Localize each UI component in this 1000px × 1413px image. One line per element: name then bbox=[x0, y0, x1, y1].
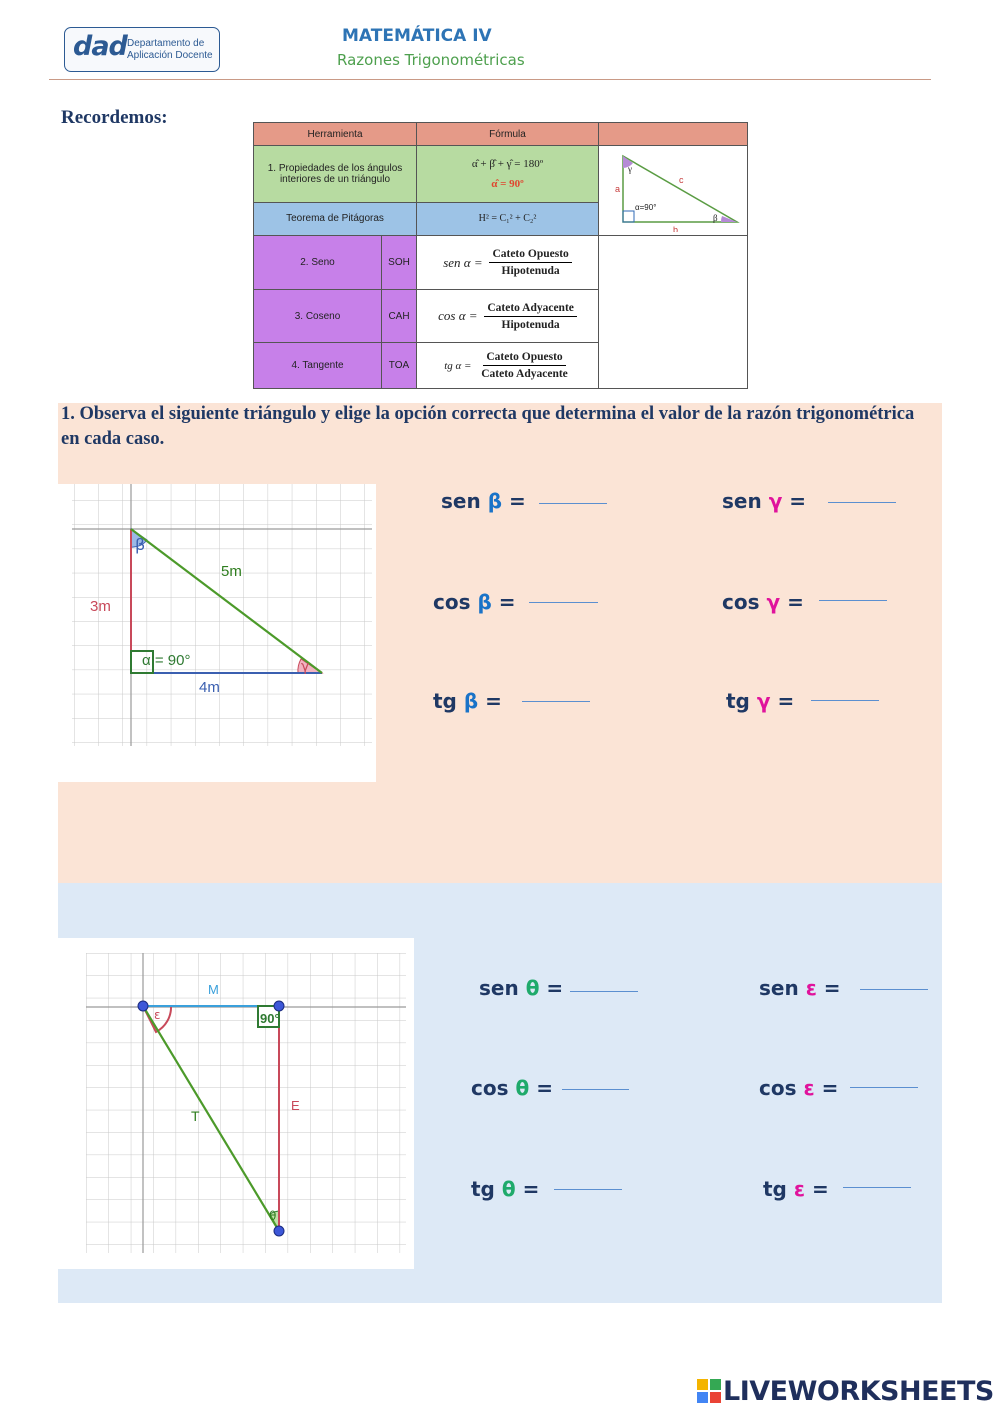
fn: cos bbox=[433, 590, 471, 614]
fn: tg bbox=[433, 689, 457, 713]
fn: tg bbox=[763, 1177, 787, 1201]
figure-2 bbox=[58, 938, 414, 1269]
header-empty bbox=[599, 123, 748, 146]
tangent-denominator: Cateto Adyacente bbox=[481, 368, 568, 380]
ref-triangle-shape bbox=[623, 156, 737, 222]
ref-side-a: a bbox=[615, 184, 621, 194]
logo-mark: dad bbox=[73, 31, 127, 62]
cos-epsilon bbox=[759, 1076, 838, 1100]
ref-alpha-label: α=90° bbox=[635, 203, 657, 212]
header-divider bbox=[49, 79, 931, 80]
equals: = bbox=[536, 1076, 553, 1100]
answer-tg-epsilon[interactable] bbox=[843, 1187, 911, 1188]
label-gamma: γ bbox=[301, 659, 310, 675]
vertex-a bbox=[138, 1001, 148, 1011]
equals: = bbox=[811, 1177, 829, 1201]
greek: γ bbox=[756, 689, 771, 713]
brand-text: LIVEWORKSHEETS bbox=[723, 1376, 994, 1407]
page-subtitle: Razones Trigonométricas bbox=[337, 51, 525, 69]
tg-gamma bbox=[726, 689, 794, 713]
row1-tool-line2: interiores de un triángulo bbox=[279, 173, 391, 185]
answer-sen-gamma[interactable] bbox=[828, 502, 896, 503]
answer-sen-epsilon[interactable] bbox=[860, 989, 928, 990]
figure-1 bbox=[58, 484, 376, 782]
vertex-b bbox=[274, 1001, 284, 1011]
tangent-fraction bbox=[478, 351, 571, 380]
sine-formula bbox=[417, 236, 599, 290]
tangent-numerator: Cateto Opuesto bbox=[483, 351, 565, 366]
greek: γ bbox=[766, 590, 781, 614]
logo bbox=[64, 27, 220, 72]
fn: cos bbox=[759, 1076, 797, 1100]
empty-column bbox=[599, 236, 748, 389]
equals: = bbox=[546, 976, 564, 1000]
equals: = bbox=[498, 590, 516, 614]
sine-fn: sen α = bbox=[443, 254, 483, 270]
cosine-formula bbox=[417, 290, 599, 343]
answer-cos-theta[interactable] bbox=[562, 1089, 629, 1090]
greek: ε bbox=[805, 976, 817, 1000]
greek: ε bbox=[793, 1177, 805, 1201]
greek: θ bbox=[515, 1076, 530, 1100]
figure-1-svg bbox=[58, 484, 376, 782]
label-M: M bbox=[208, 982, 219, 997]
grid-1 bbox=[72, 484, 372, 746]
tg-theta bbox=[471, 1177, 539, 1201]
sine-abbr: SOH bbox=[382, 236, 417, 290]
reference-triangle-cell bbox=[599, 146, 748, 236]
cosine-abbr: CAH bbox=[382, 290, 417, 343]
label-beta: β bbox=[135, 535, 146, 554]
logo-department bbox=[127, 38, 213, 62]
sine-numerator: Cateto Opuesto bbox=[489, 248, 571, 263]
logo-line-2: Aplicación Docente bbox=[127, 50, 213, 61]
equals: = bbox=[823, 976, 841, 1000]
tangent-name: 4. Tangente bbox=[254, 343, 382, 389]
row1-formula bbox=[417, 146, 599, 203]
label-3m: 3m bbox=[90, 598, 111, 615]
label-alpha: α = 90° bbox=[142, 652, 191, 669]
header-tool: Herramienta bbox=[254, 123, 417, 146]
angle-sum-formula: α̂ + β̂ + γ̂ = 180º bbox=[471, 157, 544, 170]
equals: = bbox=[522, 1177, 540, 1201]
ref-gamma-label: γ bbox=[628, 164, 632, 174]
sine-fraction bbox=[489, 248, 571, 277]
tangent-abbr: TOA bbox=[382, 343, 417, 389]
equals: = bbox=[508, 489, 526, 513]
equals: = bbox=[789, 489, 807, 513]
vertex-c bbox=[274, 1226, 284, 1236]
cosine-name: 3. Coseno bbox=[254, 290, 382, 343]
liveworksheets-icon bbox=[697, 1379, 721, 1403]
right-angle-formula: α̂ = 90º bbox=[491, 177, 524, 190]
equals: = bbox=[821, 1076, 839, 1100]
equals: = bbox=[787, 590, 804, 614]
ref-side-c: c bbox=[679, 175, 684, 185]
row1-tool bbox=[254, 146, 417, 203]
fn: sen bbox=[479, 976, 519, 1000]
ref-beta-label: β bbox=[713, 213, 718, 223]
cos-beta bbox=[433, 590, 516, 614]
label-4m: 4m bbox=[199, 679, 220, 696]
label-5m: 5m bbox=[221, 563, 242, 580]
greek: γ bbox=[768, 489, 783, 513]
fn: tg bbox=[726, 689, 750, 713]
liveworksheets-brand bbox=[697, 1376, 994, 1407]
greek: ε bbox=[803, 1076, 815, 1100]
sen-epsilon bbox=[759, 976, 841, 1000]
equals: = bbox=[777, 689, 795, 713]
sen-beta bbox=[441, 489, 526, 513]
answer-cos-beta[interactable] bbox=[529, 602, 598, 603]
label-90: 90° bbox=[260, 1011, 280, 1026]
label-T: T bbox=[191, 1108, 200, 1124]
cosine-fraction bbox=[484, 302, 577, 331]
greek: θ bbox=[525, 976, 540, 1000]
fn: cos bbox=[471, 1076, 509, 1100]
cos-theta bbox=[471, 1076, 553, 1100]
greek: β bbox=[487, 489, 503, 513]
answer-tg-gamma[interactable] bbox=[811, 700, 879, 701]
tg-epsilon bbox=[763, 1177, 829, 1201]
equals: = bbox=[485, 689, 502, 713]
answer-tg-theta[interactable] bbox=[554, 1189, 622, 1190]
recordemos-heading: Recordemos: bbox=[61, 107, 168, 128]
row2-tool: Teorema de Pitágoras bbox=[254, 202, 417, 236]
answer-cos-epsilon[interactable] bbox=[850, 1087, 918, 1088]
exercise-instruction: 1. Observa el siguiente triángulo y elige la opción correcta que determina el valor de la razón trigonométrica en cada caso. bbox=[61, 404, 915, 449]
greek: β bbox=[463, 689, 479, 713]
ref-side-b: b bbox=[673, 225, 679, 232]
fn: sen bbox=[759, 976, 799, 1000]
greek: θ bbox=[501, 1177, 516, 1201]
cosine-numerator: Cateto Adyacente bbox=[484, 302, 577, 317]
tg-beta bbox=[433, 689, 502, 713]
label-E: E bbox=[291, 1098, 300, 1113]
answer-cos-gamma[interactable] bbox=[819, 600, 887, 601]
cosine-fn: cos α = bbox=[438, 308, 478, 323]
header-formula: Fórmula bbox=[417, 123, 599, 146]
answer-sen-theta[interactable] bbox=[570, 991, 638, 992]
answer-sen-beta[interactable] bbox=[539, 503, 607, 504]
cos-gamma bbox=[722, 590, 804, 614]
row1-tool-line1: 1. Propiedades de los ángulos bbox=[267, 162, 403, 174]
figure-2-svg bbox=[58, 938, 414, 1269]
sen-theta bbox=[479, 976, 563, 1000]
page-title: MATEMÁTICA IV bbox=[342, 26, 492, 46]
tangent-formula bbox=[417, 343, 599, 389]
tangent-fn: tg α = bbox=[444, 359, 472, 372]
sine-name: 2. Seno bbox=[254, 236, 382, 290]
label-theta: θ bbox=[269, 1209, 277, 1223]
label-epsilon: ε bbox=[154, 1008, 161, 1022]
pythagoras-formula: H² = C₁² + C₂² bbox=[417, 202, 599, 236]
cosine-denominator: Hipotenuda bbox=[501, 318, 560, 331]
fn: sen bbox=[441, 489, 481, 513]
answer-tg-beta[interactable] bbox=[522, 701, 590, 702]
grid-2 bbox=[86, 953, 406, 1253]
reference-triangle bbox=[603, 146, 743, 232]
greek: β bbox=[477, 590, 492, 614]
sine-denominator: Hipotenuda bbox=[501, 265, 560, 277]
reference-table bbox=[253, 122, 748, 389]
fn: sen bbox=[722, 489, 762, 513]
logo-line-1: Departamento de bbox=[127, 38, 205, 49]
ref-right-angle bbox=[623, 211, 634, 222]
sen-gamma bbox=[722, 489, 806, 513]
fn: cos bbox=[722, 590, 760, 614]
fn: tg bbox=[471, 1177, 495, 1201]
